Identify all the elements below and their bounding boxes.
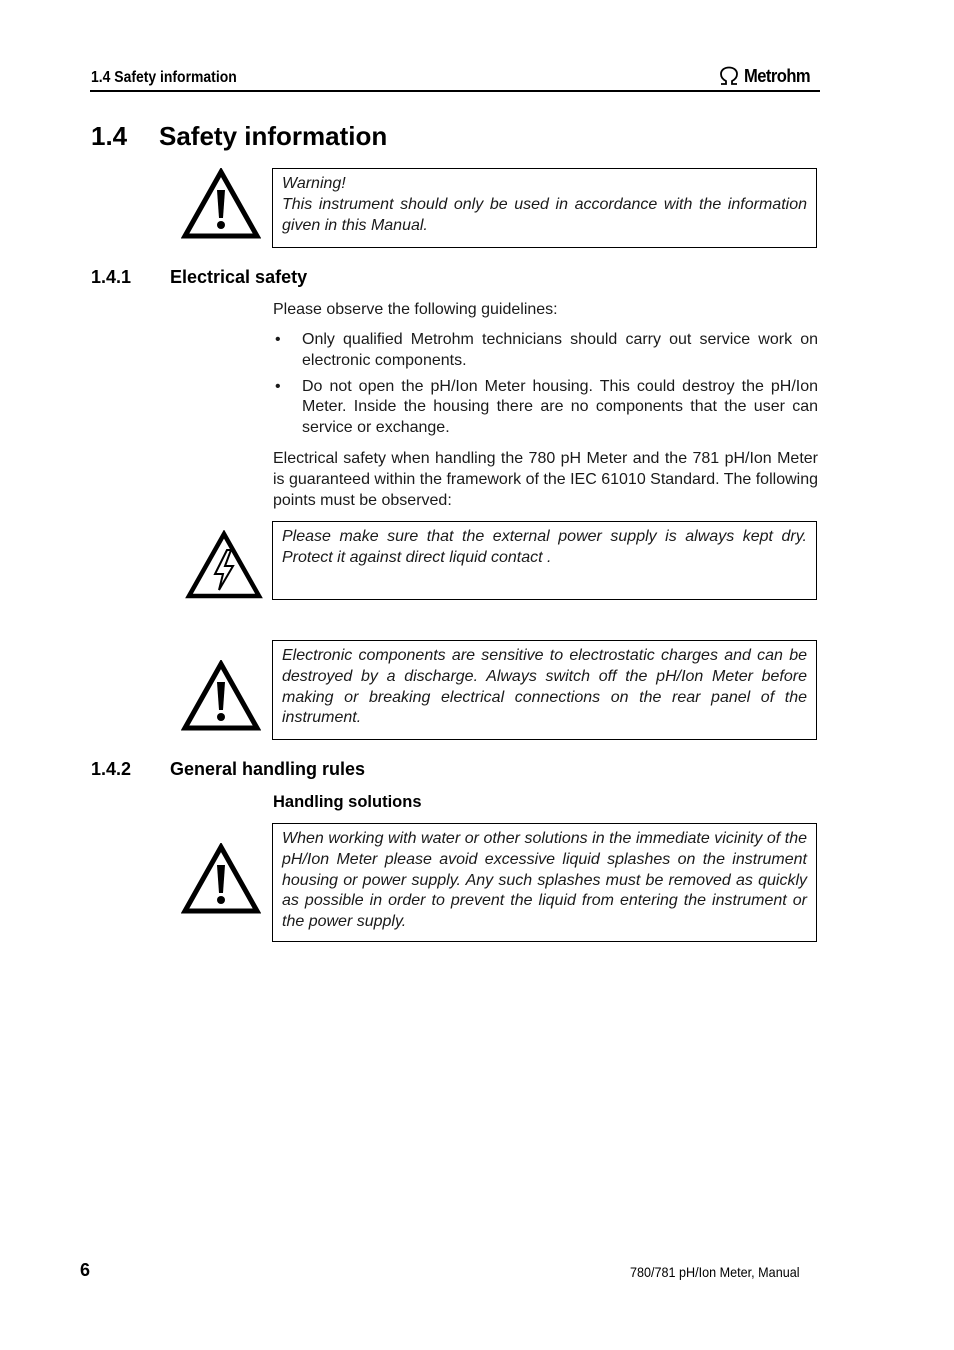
high-voltage-icon (185, 530, 263, 600)
document-title: 780/781 pH/Ion Meter, Manual (630, 1264, 800, 1280)
guidelines-intro: Please observe the following guidelines: (273, 301, 558, 318)
subsection-number: 1.4.2 (91, 759, 132, 779)
warning-box (272, 168, 817, 248)
solutions-text: When working with water or other solutions in the immediate vicinity of the pH/Ion Meter please avoid excessive liquid splashes on the instrument housing or power supply. Any such splashes must be removed as quickly as possible in order to prevent the liquid from entering the instrument or the power supply. (282, 830, 807, 931)
header-rule (90, 90, 820, 92)
warning-label: Warning! (282, 175, 346, 192)
warning-triangle-icon (181, 168, 261, 240)
power-supply-text: Please make sure that the external power supply is always kept dry. Protect it against direct liquid contact . (282, 528, 807, 566)
handling-subheading: Handling solutions (273, 793, 422, 811)
subsection-number: 1.4.1 (91, 267, 132, 287)
guidelines-list (273, 330, 818, 444)
page-title: Safety information (159, 121, 388, 151)
subsection-title: General handling rules (170, 759, 366, 779)
power-supply-box (272, 521, 817, 600)
list-item: • Only qualified Metrohm technicians should carry out service work on electronic components. (275, 331, 818, 369)
page-number: 6 (80, 1260, 91, 1280)
list-item: • Do not open the pH/Ion Meter housing. This could destroy the pH/Ion Meter. Inside the housing there are no components that the user can service or exchange. (275, 377, 818, 437)
warning-triangle-icon (181, 843, 261, 915)
electrical-safety-paragraph: Electrical safety when handling the 780 pH Meter and the 781 pH/Ion Meter is guaranteed within the framework of the IEC 61010 Standard. The following points must be observed: (273, 450, 818, 509)
warning-text: This instrument should only be used in accordance with the information given in this Manual. (282, 195, 807, 234)
running-header-title: 1.4 Safety information (91, 69, 237, 86)
omega-logo-icon (718, 66, 740, 86)
logo-text: Metrohm (744, 65, 811, 86)
esd-box (272, 640, 817, 740)
metrohm-logo (718, 64, 816, 88)
solutions-box (272, 823, 817, 942)
subsection-title: Electrical safety (170, 267, 308, 287)
section-number: 1.4 (91, 121, 128, 151)
esd-text: Electronic components are sensitive to electrostatic charges and can be destroyed by a discharge. Always switch off the pH/Ion Meter before making or breaking electrical connections on the rear panel of the instrument. (282, 647, 807, 727)
warning-triangle-icon (181, 660, 261, 732)
